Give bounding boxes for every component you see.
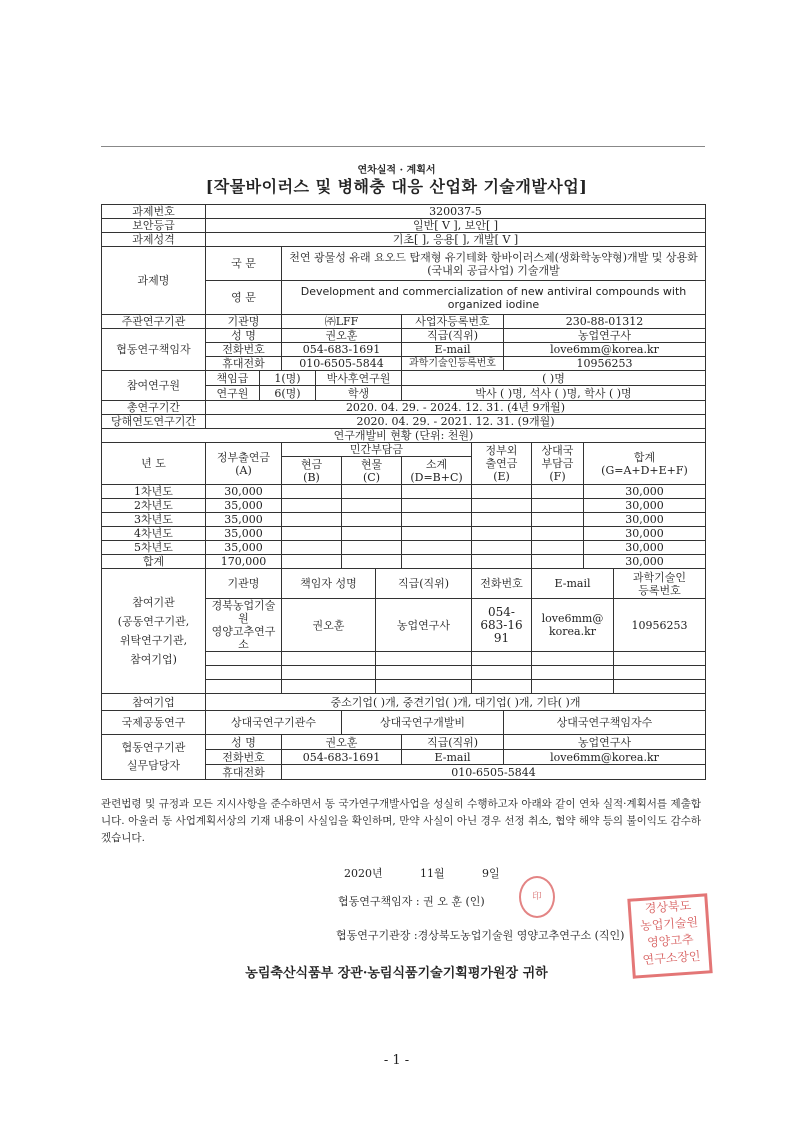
bizno-value: 230-88-01312 bbox=[504, 315, 706, 329]
budget-year: 합계 bbox=[102, 555, 206, 569]
budget-gov: 35,000 bbox=[206, 513, 282, 527]
company-label: 참여기업 bbox=[102, 694, 206, 711]
col-kind: 현물 (C) bbox=[342, 457, 402, 485]
participants-label: 참여연구원 bbox=[102, 371, 206, 401]
part-org-label: 참여기관 (공동연구기관, 위탁연구기관, 참여기업) bbox=[102, 569, 206, 694]
budget-row bbox=[102, 499, 706, 513]
total-period-value: 2020. 04. 29. - 2024. 12. 31. (4년 9개월) bbox=[206, 401, 706, 415]
staff-email-value: love6mm@korea.kr bbox=[504, 750, 706, 765]
budget-total: 30,000 bbox=[584, 485, 706, 499]
p-sci: 10956253 bbox=[614, 599, 706, 652]
staff-position-value: 농업연구사 bbox=[504, 735, 706, 750]
budget-gov: 30,000 bbox=[206, 485, 282, 499]
position-value: 농업연구사 bbox=[504, 329, 706, 343]
date-year: 2020년 bbox=[344, 867, 383, 880]
date-day: 9일 bbox=[482, 867, 500, 880]
budget-row bbox=[102, 485, 706, 499]
document-title: [작물바이러스 및 병해충 대응 산업화 기술개발사업] bbox=[205, 177, 588, 196]
position-label: 직급(직위) bbox=[402, 329, 504, 343]
budget-total: 30,000 bbox=[584, 527, 706, 541]
budget-year: 1차년도 bbox=[102, 485, 206, 499]
task-no-label: 과제번호 bbox=[102, 205, 206, 219]
year-period-label: 당해연도연구기간 bbox=[102, 415, 206, 429]
p-phone: 054-683-16 91 bbox=[472, 599, 532, 652]
col-gov: 정부출연금 (A) bbox=[206, 443, 282, 485]
col-foreign: 상대국 부담금 (F) bbox=[532, 443, 584, 485]
task-name-label: 과제명 bbox=[102, 247, 206, 315]
security-label: 보안등급 bbox=[102, 219, 206, 233]
org-name-label: 기관명 bbox=[206, 315, 282, 329]
postdoc-label: 박사후연구원 bbox=[316, 371, 402, 386]
p-org: 경북농업기술원 영양고추연구소 bbox=[206, 599, 282, 652]
pledge-notice: 관련법령 및 규정과 모든 지시사항을 준수하면서 동 국가연구개발사업을 성실히 수행하고자 아래와 같이 연차 실적·계획서를 제출합니다. 아울러 동 사업계획서상의 기재 내용이 사실임을 확인하며, 만약 사실이 아닌 경우 선정 취소, 협약 해약 등의 불이익도 감수하겠습니다. bbox=[101, 798, 701, 844]
project-form-table bbox=[101, 204, 706, 780]
postdoc-count: ( )명 bbox=[402, 371, 706, 386]
col-total: 합계 (G=A+D+E+F) bbox=[584, 443, 706, 485]
phone-value: 054-683-1691 bbox=[282, 343, 402, 357]
sci-reg-value: 10956253 bbox=[504, 357, 706, 371]
date-month: 11월 bbox=[420, 867, 445, 880]
budget-row bbox=[102, 527, 706, 541]
col-subtotal: 소계 (D=B+C) bbox=[402, 457, 472, 485]
budget-year: 4차년도 bbox=[102, 527, 206, 541]
budget-gov: 35,000 bbox=[206, 499, 282, 513]
sci-reg-label: 과학기술인등록번호 bbox=[402, 357, 504, 371]
signature-head: 협동연구책임자 : 권 오 훈 (인) bbox=[338, 895, 485, 908]
intl-heads: 상대국연구책임자수 bbox=[504, 711, 706, 735]
col-other: 정부외 출연금 (E) bbox=[472, 443, 532, 485]
budget-row bbox=[102, 555, 706, 569]
mobile-value: 010-6505-5844 bbox=[282, 357, 402, 371]
english-title: Development and commercialization of new antiviral compounds with organized iodine bbox=[282, 281, 706, 315]
researcher-label: 연구원 bbox=[206, 386, 260, 401]
p-pos: 농업연구사 bbox=[376, 599, 472, 652]
budget-gov: 35,000 bbox=[206, 527, 282, 541]
staff-name-value: 권오훈 bbox=[282, 735, 402, 750]
official-seal-stamp: 경상북도 농업기술원 영양고추 연구소장인 bbox=[627, 893, 712, 978]
lead-org-label: 주관연구기관 bbox=[102, 315, 206, 329]
total-period-label: 총연구기간 bbox=[102, 401, 206, 415]
security-value: 일반[ V ], 보안[ ] bbox=[206, 219, 706, 233]
person-name-label: 성 명 bbox=[206, 329, 282, 343]
staff-name-label: 성 명 bbox=[206, 735, 282, 750]
p-col-org: 기관명 bbox=[206, 569, 282, 599]
nature-value: 기초[ ], 응용[ ], 개발[ V ] bbox=[206, 233, 706, 247]
student-detail: 박사 ( )명, 석사 ( )명, 학사 ( )명 bbox=[402, 386, 706, 401]
researcher-count: 6(명) bbox=[260, 386, 316, 401]
budget-year: 5차년도 bbox=[102, 541, 206, 555]
student-label: 학생 bbox=[316, 386, 402, 401]
staff-phone-label: 전화번호 bbox=[206, 750, 282, 765]
page-number: - 1 - bbox=[383, 1053, 410, 1068]
budget-total: 30,000 bbox=[584, 555, 706, 569]
staff-phone-value: 054-683-1691 bbox=[282, 750, 402, 765]
budget-gov: 170,000 bbox=[206, 555, 282, 569]
task-no-value: 320037-5 bbox=[206, 205, 706, 219]
budget-row bbox=[102, 513, 706, 527]
staff-mobile-value: 010-6505-5844 bbox=[282, 765, 706, 780]
col-private: 민간부담금 bbox=[282, 443, 472, 457]
budget-total: 30,000 bbox=[584, 513, 706, 527]
personal-seal-stamp: 印 bbox=[519, 876, 555, 918]
p-col-phone: 전화번호 bbox=[472, 569, 532, 599]
english-label: 영 문 bbox=[206, 281, 282, 315]
person-name-value: 권오훈 bbox=[282, 329, 402, 343]
budget-title: 연구개발비 현황 (단위: 천원) bbox=[102, 429, 706, 443]
staff-mobile-label: 휴대전화 bbox=[206, 765, 282, 780]
p-col-pos: 직급(직위) bbox=[376, 569, 472, 599]
staff-email-label: E-mail bbox=[402, 750, 504, 765]
chief-count: 1(명) bbox=[260, 371, 316, 386]
document-kicker: 연차실적 · 계획서 bbox=[357, 165, 436, 176]
staff-position-label: 직급(직위) bbox=[402, 735, 504, 750]
staff-label: 협동연구기관 실무담당자 bbox=[102, 735, 206, 780]
year-period-value: 2020. 04. 29. - 2021. 12. 31. (9개월) bbox=[206, 415, 706, 429]
addressee: 농림축산식품부 장관·농림식품기술기획평가원장 귀하 bbox=[245, 966, 548, 981]
phone-label: 전화번호 bbox=[206, 343, 282, 357]
budget-total: 30,000 bbox=[584, 541, 706, 555]
korean-label: 국 문 bbox=[206, 247, 282, 281]
chief-label: 책임급 bbox=[206, 371, 260, 386]
p-head: 권오훈 bbox=[282, 599, 376, 652]
budget-year: 3차년도 bbox=[102, 513, 206, 527]
company-detail: 중소기업( )개, 중견기업( )개, 대기업( )개, 기타( )개 bbox=[206, 694, 706, 711]
korean-title: 천연 광물성 유래 요오드 탑재형 유기테화 항바이러스제(생화학농약형)개발 및 상용화 (국내외 공급사업) 기술개발 bbox=[282, 247, 706, 281]
p-col-sci: 과학기술인 등록번호 bbox=[614, 569, 706, 599]
nature-label: 과제성격 bbox=[102, 233, 206, 247]
org-name-value: ㈜LFF bbox=[282, 315, 402, 329]
p-col-head: 책임자 성명 bbox=[282, 569, 376, 599]
col-year: 년 도 bbox=[102, 443, 206, 485]
intl-label: 국제공동연구 bbox=[102, 711, 206, 735]
email-label: E-mail bbox=[402, 343, 504, 357]
mobile-label: 휴대전화 bbox=[206, 357, 282, 371]
budget-gov: 35,000 bbox=[206, 541, 282, 555]
intl-budget: 상대국연구개발비 bbox=[342, 711, 504, 735]
col-cash: 현금 (B) bbox=[282, 457, 342, 485]
coop-head-label: 협동연구책임자 bbox=[102, 329, 206, 371]
bizno-label: 사업자등록번호 bbox=[402, 315, 504, 329]
p-email: love6mm@ korea.kr bbox=[532, 599, 614, 652]
intl-researchers: 상대국연구기관수 bbox=[206, 711, 342, 735]
budget-year: 2차년도 bbox=[102, 499, 206, 513]
p-col-email: E-mail bbox=[532, 569, 614, 599]
budget-total: 30,000 bbox=[584, 499, 706, 513]
top-rule bbox=[101, 146, 705, 147]
signature-org: 협동연구기관장 :경상북도농업기술원 영양고추연구소 (직인) bbox=[336, 929, 625, 942]
budget-row bbox=[102, 541, 706, 555]
email-value: love6mm@korea.kr bbox=[504, 343, 706, 357]
